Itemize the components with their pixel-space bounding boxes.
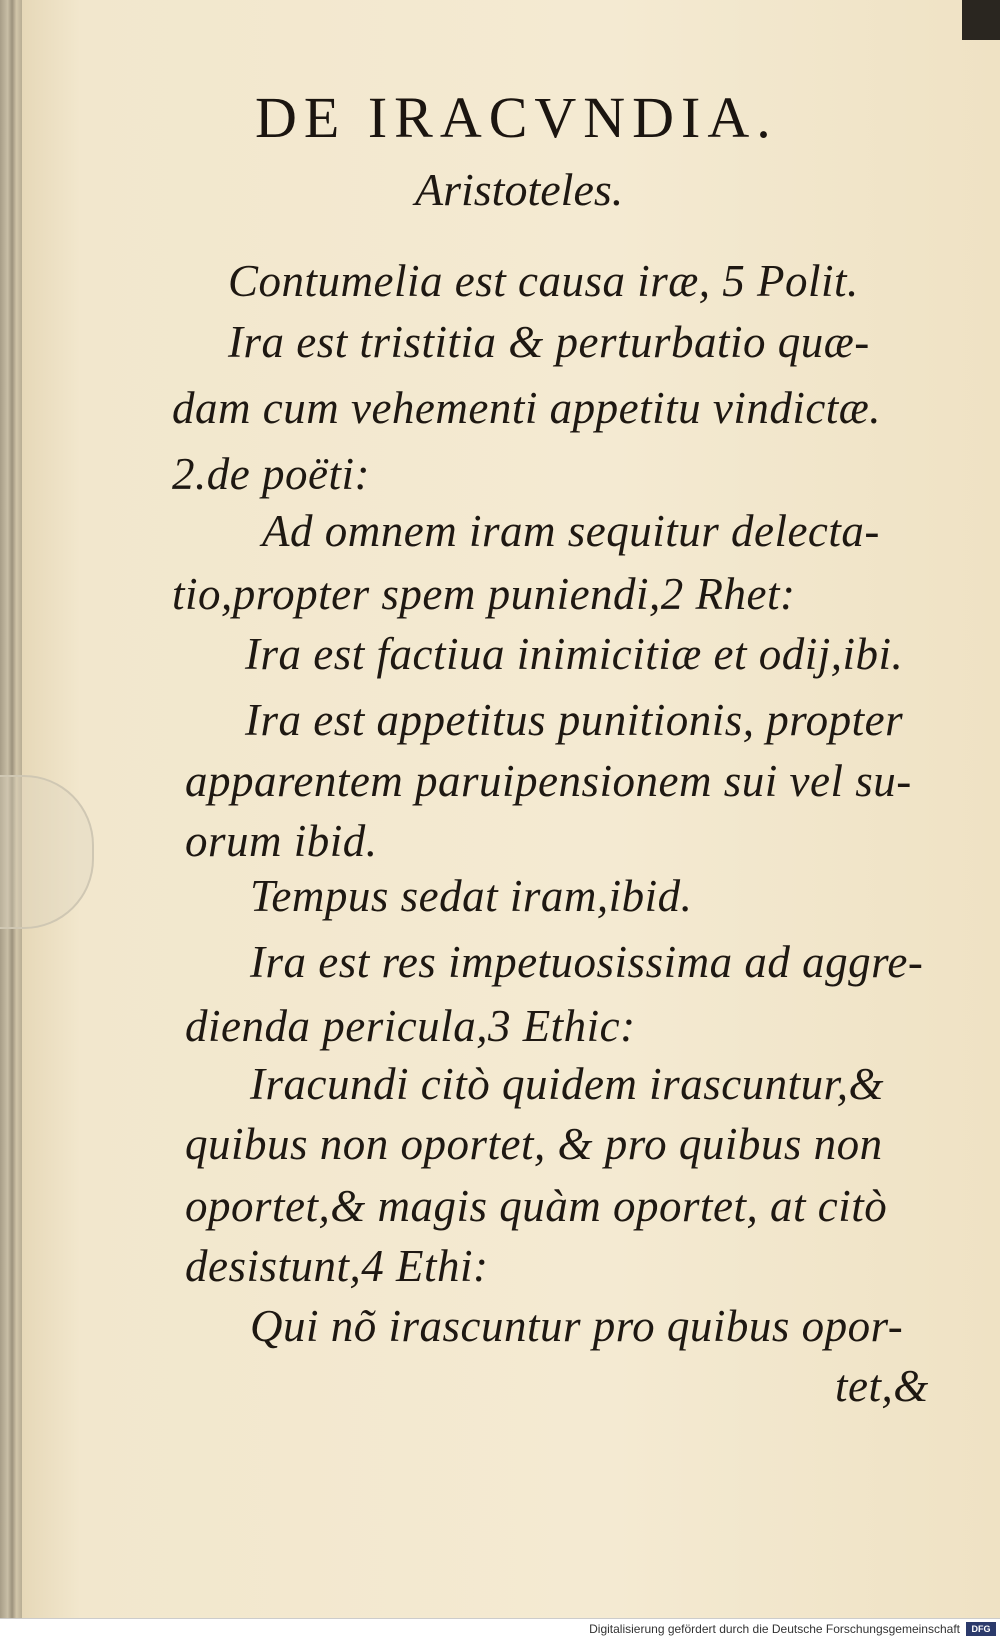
text-line: Ira est tristitia & perturbatio quæ- bbox=[228, 317, 870, 367]
text-line: 2.de poëti: bbox=[172, 449, 370, 499]
text-line: apparentem paruipensionem sui vel su- bbox=[185, 756, 912, 806]
text-line: Qui nõ irascuntur pro quibus opor- bbox=[250, 1301, 904, 1351]
footer-bar bbox=[0, 1618, 1000, 1641]
text-line: Tempus sedat iram,ibid. bbox=[250, 871, 693, 921]
text-line: oportet,& magis quàm oportet, at citò bbox=[185, 1181, 888, 1231]
page-subheading: Aristoteles. bbox=[415, 164, 624, 215]
text-line: Ira est appetitus punitionis, propter bbox=[245, 695, 904, 745]
text-line: Contumelia est causa iræ, 5 Polit. bbox=[228, 256, 859, 306]
text-line: dam cum vehementi appetitu vindictæ. bbox=[172, 383, 882, 433]
page-heading: DE IRACVNDIA. bbox=[255, 85, 778, 150]
text-line: desistunt,4 Ethi: bbox=[185, 1241, 489, 1291]
text-line: Ira est res impetuosissima ad aggre- bbox=[250, 937, 924, 987]
text-line: dienda pericula,3 Ethic: bbox=[185, 1001, 636, 1051]
text-line: Ad omnem iram sequitur delecta- bbox=[262, 506, 880, 556]
text-line: orum ibid. bbox=[185, 816, 378, 866]
text-line: tet,& bbox=[835, 1361, 929, 1411]
text-line: Iracundi citò quidem irascuntur,& bbox=[250, 1059, 884, 1109]
text-line: quibus non oportet, & pro quibus non bbox=[185, 1119, 883, 1169]
text-line: Ira est factiua inimicitiæ et odij,ibi. bbox=[245, 629, 904, 679]
text-line: tio,propter spem puniendi,2 Rhet: bbox=[172, 569, 796, 619]
dfg-logo-icon: DFG bbox=[966, 1622, 996, 1636]
footer-credit: Digitalisierung gefördert durch die Deutsche Forschungsgemeinschaft bbox=[589, 1622, 960, 1636]
